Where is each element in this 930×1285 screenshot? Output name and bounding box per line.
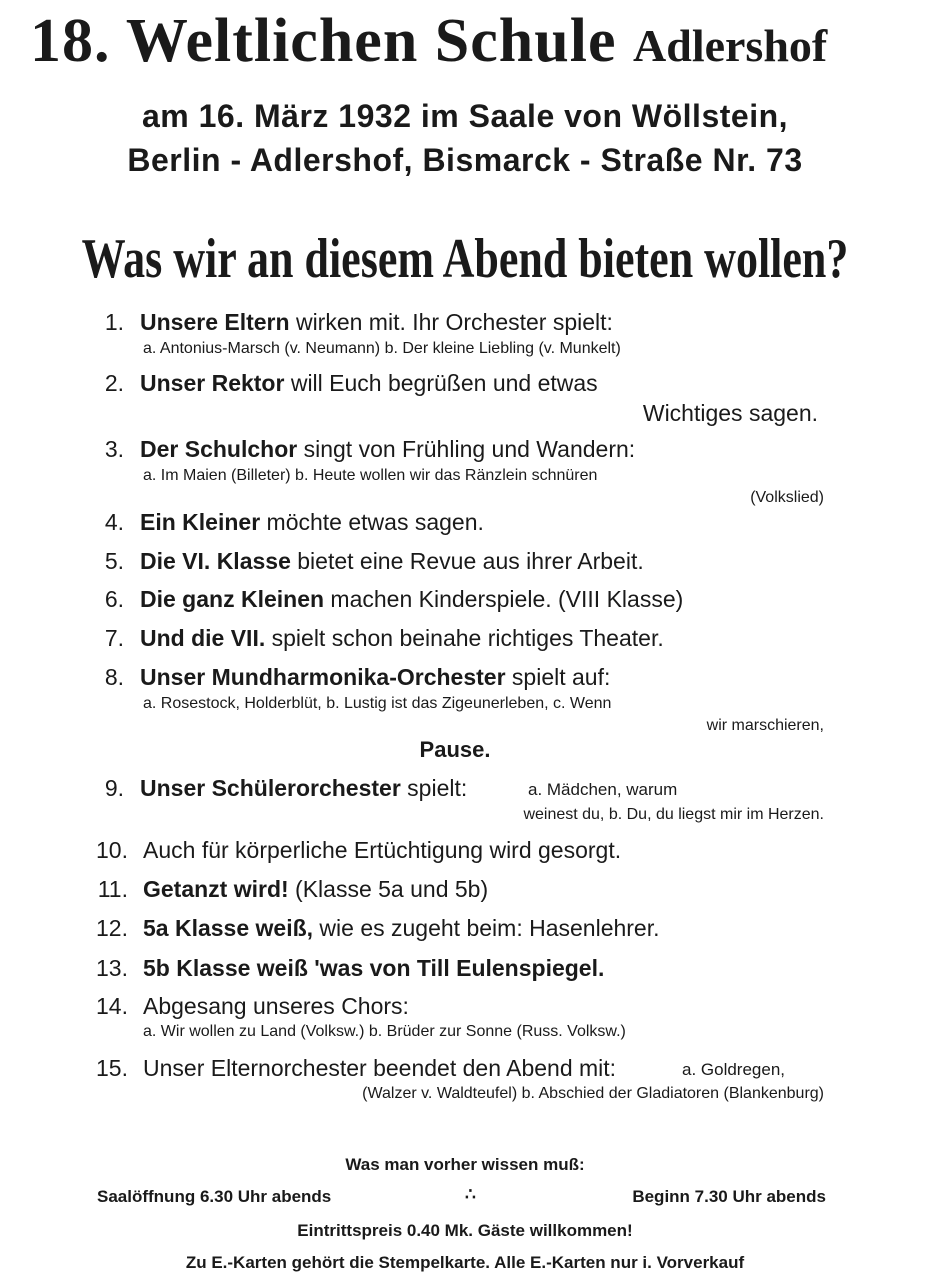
program-item-highlight: Unser Schülerorchester: [140, 775, 401, 801]
program-item-highlight: Unser Rektor: [140, 370, 285, 396]
program-item-number: 2.: [104, 370, 124, 396]
program-item-highlight: Unser Mundharmonika-Orchester: [140, 664, 506, 690]
program-item-highlight: Die ganz Kleinen: [140, 586, 325, 612]
program-item-number: 13.: [96, 955, 128, 981]
program-item-number: 4.: [104, 509, 124, 535]
program-item-highlight: Der Schulchor: [140, 436, 298, 462]
title-place: Adlershof: [633, 20, 828, 71]
program-item-text: [140, 586, 683, 613]
program-item-number: 14.: [96, 993, 128, 1019]
program-item-rest: (Klasse 5a und 5b): [288, 876, 489, 902]
program-item-rest: Auch für körperliche Ertüchtigung wird gesorgt.: [143, 837, 622, 863]
program-item-tail: a. Mädchen, warum: [528, 780, 678, 799]
program-item-detail-continued: (Volkslied): [750, 489, 824, 506]
program-item-number: 1.: [104, 309, 124, 335]
program-item-rest: spielt auf:: [505, 664, 611, 690]
program-item-text: [143, 876, 488, 903]
program-item-rest: wirken mit. Ihr Orchester spielt:: [289, 309, 613, 335]
program-item-rest: wie es zugeht beim: Hasenlehrer.: [313, 915, 660, 941]
program-item-detail: a. Wir wollen zu Land (Volksw.) b. Brüder zur Sonne (Russ. Volksw.): [143, 1023, 626, 1040]
program-item-text: [140, 664, 610, 691]
program-item-rest: machen Kinderspiele. (VIII Klasse): [324, 586, 684, 612]
program-item-text: [140, 625, 664, 652]
program-item-number: 9.: [104, 775, 124, 801]
program-item-number: 3.: [104, 436, 124, 462]
program-item-text: [143, 837, 621, 864]
program-item-text: [140, 309, 613, 336]
program-item-rest: spielt schon beinahe richtiges Theater.: [265, 625, 664, 651]
program-item-detail: a. Im Maien (Billeter) b. Heute wollen wir das Ränzlein schnüren: [143, 467, 598, 484]
program-item-continuation: Wichtiges sagen.: [642, 400, 818, 426]
program-item-number: 7.: [104, 625, 124, 651]
program-item-text: [140, 436, 635, 463]
footer-admission: Eintrittspreis 0.40 Mk. Gäste willkommen!: [297, 1221, 633, 1240]
program-item-number: 12.: [96, 915, 128, 941]
program-item-text: [143, 993, 409, 1020]
program-item-highlight: Die VI. Klasse: [140, 548, 291, 574]
program-item-text: [143, 955, 604, 982]
program-item-text: [143, 1055, 616, 1082]
event-address-line: Berlin - Adlershof, Bismarck - Straße Nr. 73: [127, 142, 803, 178]
program-item-highlight: Ein Kleiner: [140, 509, 261, 535]
program-item-detail-continued: weinest du, b. Du, du liegst mir im Herzen.: [523, 806, 824, 823]
program-item-number: 15.: [96, 1055, 128, 1081]
program-item-number: 6.: [104, 586, 124, 612]
footer-opening-time: Saalöffnung 6.30 Uhr abends: [97, 1187, 332, 1206]
program-item-text: [140, 509, 484, 536]
program-item-number: 8.: [104, 664, 124, 690]
poster-title: [30, 6, 827, 77]
program-item-detail: a. Rosestock, Holderblüt, b. Lustig ist das Zigeunerleben, c. Wenn: [143, 695, 612, 712]
program-item-number: 5.: [104, 548, 124, 574]
program-heading: Was wir an diesem Abend bieten wollen?: [81, 227, 849, 290]
program-item-text: [140, 775, 467, 802]
program-item-rest: möchte etwas sagen.: [260, 509, 484, 535]
program-item-tail: a. Goldregen,: [682, 1060, 786, 1079]
program-item-highlight: Getanzt wird!: [143, 876, 289, 902]
program-item-highlight: Und die VII.: [140, 625, 266, 651]
program-item-rest: singt von Frühling und Wandern:: [297, 436, 636, 462]
program-item-detail-continued: wir marschieren,: [706, 717, 824, 734]
program-item-highlight: 5a Klasse weiß,: [143, 915, 314, 941]
program-item-rest: Abgesang unseres Chors:: [143, 993, 409, 1019]
program-item-highlight: Unsere Eltern: [140, 309, 290, 335]
program-item-text: [140, 548, 644, 575]
program-item-rest: will Euch begrüßen und etwas: [284, 370, 598, 396]
program-item-detail-continued: (Walzer v. Waldteufel) b. Abschied der Gladiatoren (Blankenburg): [362, 1085, 824, 1102]
program-item-number: 10.: [96, 837, 128, 863]
program-item-highlight: 5b Klasse weiß 'was von Till Eulenspiegel.: [143, 955, 605, 981]
program-item-text: [143, 915, 660, 942]
program-item-rest: Unser Elternorchester beendet den Abend mit:: [143, 1055, 617, 1081]
footer-tickets: Zu E.-Karten gehört die Stempelkarte. Alle E.-Karten nur i. Vorverkauf: [185, 1253, 745, 1272]
event-date-line: am 16. März 1932 im Saale von Wöllstein,: [141, 98, 789, 134]
footer-start-time: Beginn 7.30 Uhr abends: [632, 1187, 826, 1206]
pause-label: Pause.: [419, 737, 491, 762]
footer-heading: Was man vorher wissen muß:: [345, 1155, 585, 1174]
program-item-rest: bietet eine Revue aus ihrer Arbeit.: [290, 548, 644, 574]
program-item-rest: spielt:: [400, 775, 468, 801]
program-item-detail: a. Antonius-Marsch (v. Neumann) b. Der kleine Liebling (v. Munkelt): [143, 340, 621, 357]
footer-separator: ∴: [465, 1185, 476, 1204]
title-main: 18. Weltlichen Schule: [30, 7, 617, 75]
program-item-number: 11.: [97, 876, 128, 902]
program-item-text: [140, 370, 598, 397]
